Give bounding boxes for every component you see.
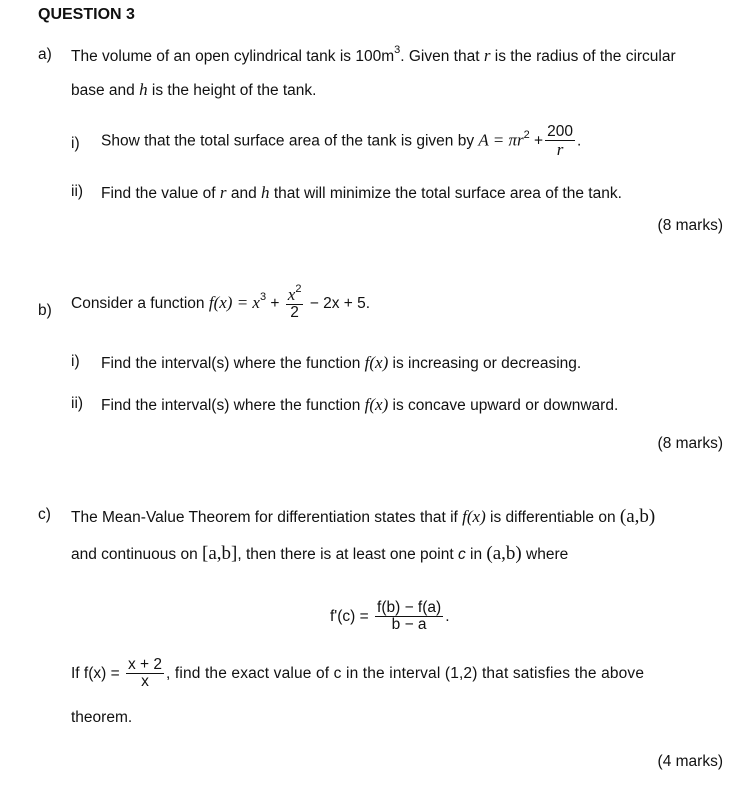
part-b-i-text: Find the interval(s) where the function f(x) is increasing or decreasing. [101,353,582,372]
part-a-i-text: Show that the total surface area of the tank is given by $A = \pi r^2$ + $\frac{200}{r}$ . [101,123,582,160]
part-a-i-label: i) [71,135,80,152]
part-a-marks: (8 marks) [657,217,723,234]
part-c-theorem-word: theorem. [71,709,133,726]
part-c-label: c) [38,506,51,523]
part-c-if-line: If f(x) = $\frac{x + 2}{x}$ , find the exact value of c in the interval (1,2) that satisfies the above [71,656,645,691]
given-function-fraction: $\frac{x + 2}{x}$ [127,656,163,691]
part-b-ii-text: Find the interval(s) where the function f(x) is concave upward or downward. [101,395,619,414]
part-b-function: Consider a function $f(x) = x^3$ + $\frac{x^2}{2}$ − 2x + 5. [71,283,371,322]
part-c-marks: (4 marks) [657,753,723,770]
part-b-i-label: i) [71,353,80,370]
part-b-marks: (8 marks) [657,435,723,452]
part-a-label: a) [38,46,52,63]
part-b-label: b) [38,302,52,319]
surface-area-fraction: $\frac{200}{r}$ [547,123,573,160]
part-c-line1: The Mean-Value Theorem for differentiation states that if f(x) is differentiable on (a,b) [71,506,656,527]
part-a-line1: The volume of an open cylindrical tank is $100m^3$. Given that r is the radius of the circular [71,44,676,66]
mvt-fraction: $\frac{f(b) - f(a)}{b - a}$ [377,599,442,634]
part-b-ii-label: ii) [71,395,84,412]
part-a-ii-label: ii) [71,183,84,200]
part-a-ii-text: Find the value of r and h that will minimize the total surface area of the tank. [101,183,622,202]
question-title: QUESTION 3 [38,6,135,23]
mean-value-formula: f'(c) = $\frac{f(b) - f(a)}{b - a}$ . [330,599,450,634]
part-c-line2: and continuous on [a,b], then there is at least one point c in (a,b) where [71,543,569,564]
part-a-line2: base and h is the height of the tank. [71,80,317,99]
x-squared-over-two: $\frac{x^2}{2}$ [287,283,302,322]
